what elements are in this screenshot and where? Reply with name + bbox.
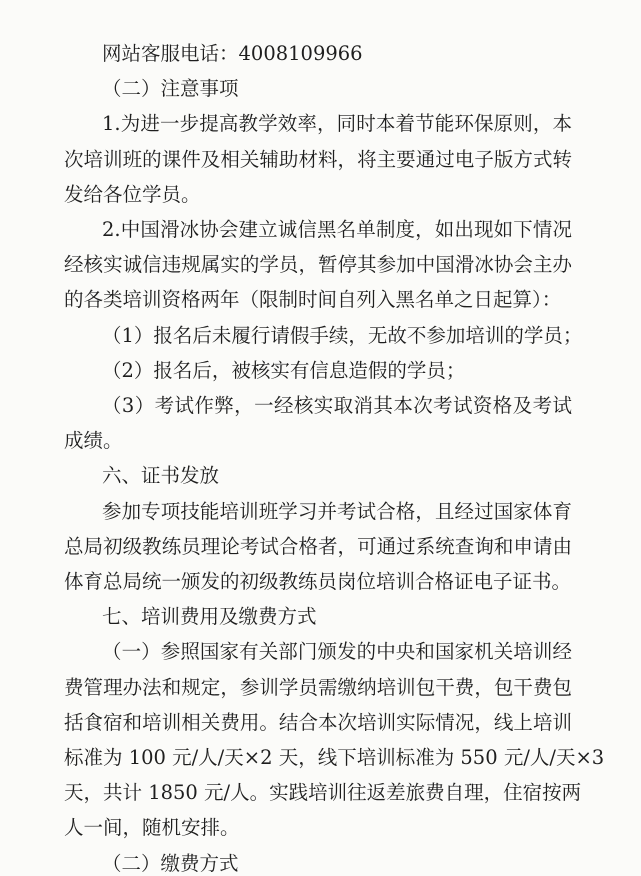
section-heading: 六、证书发放 <box>102 464 220 488</box>
section-heading: （二）注意事项 <box>102 77 239 101</box>
hotline-line: 网站客服电话：4008109966 <box>102 42 363 65</box>
paragraph-line: 总局初级教练员理论考试合格者，可通过系统查询和申请由 <box>64 534 572 558</box>
paragraph-line: 经核实诚信违规属实的学员，暂停其参加中国滑冰协会主办 <box>64 253 572 277</box>
paragraph-line: 1.为进一步提高教学效率，同时本着节能环保原则，本 <box>102 112 572 136</box>
paragraph-line: 次培训班的课件及相关辅助材料，将主要通过电子版方式转 <box>64 147 572 171</box>
paragraph-line: （一）参照国家有关部门颁发的中央和国家机关培训经 <box>102 640 572 664</box>
paragraph-line: 体育总局统一颁发的初级教练员岗位培训合格证电子证书。 <box>64 570 572 593</box>
paragraph-line: 成绩。 <box>64 429 123 453</box>
paragraph-line: 发给各位学员。 <box>64 182 201 206</box>
paragraph-line: 天，共计 1850 元/人。实践培训往返差旅费自理，住宿按两 <box>64 781 582 805</box>
paragraph-line: 标准为 100 元/人/天×2 天，线下培训标准为 550 元/人/天×3 <box>64 746 605 769</box>
paragraph-line: 的各类培训资格两年（限制时间自列入黑名单之日起算）： <box>64 288 562 312</box>
section-heading: （二）缴费方式 <box>102 851 239 875</box>
list-item: （2）报名后，被核实有信息造假的学员； <box>102 358 466 382</box>
paragraph-line: 2.中国滑冰协会建立诚信黑名单制度，如出现如下情况 <box>102 218 572 241</box>
list-item: （1）报名后未履行请假手续，无故不参加培训的学员； <box>102 323 583 347</box>
paragraph-line: 人一间，随机安排。 <box>64 816 240 840</box>
paragraph-line: 参加专项技能培训班学习并考试合格，且经过国家体育 <box>102 499 572 523</box>
paragraph-line: 括食宿和培训相关费用。结合本次培训实际情况，线上培训 <box>64 710 572 734</box>
paragraph-line: 费管理办法和规定，参训学员需缴纳培训包干费，包干费包 <box>64 675 572 699</box>
list-item: （3）考试作弊，一经核实取消其本次考试资格及考试 <box>102 394 572 417</box>
section-heading: 七、培训费用及缴费方式 <box>102 605 317 629</box>
